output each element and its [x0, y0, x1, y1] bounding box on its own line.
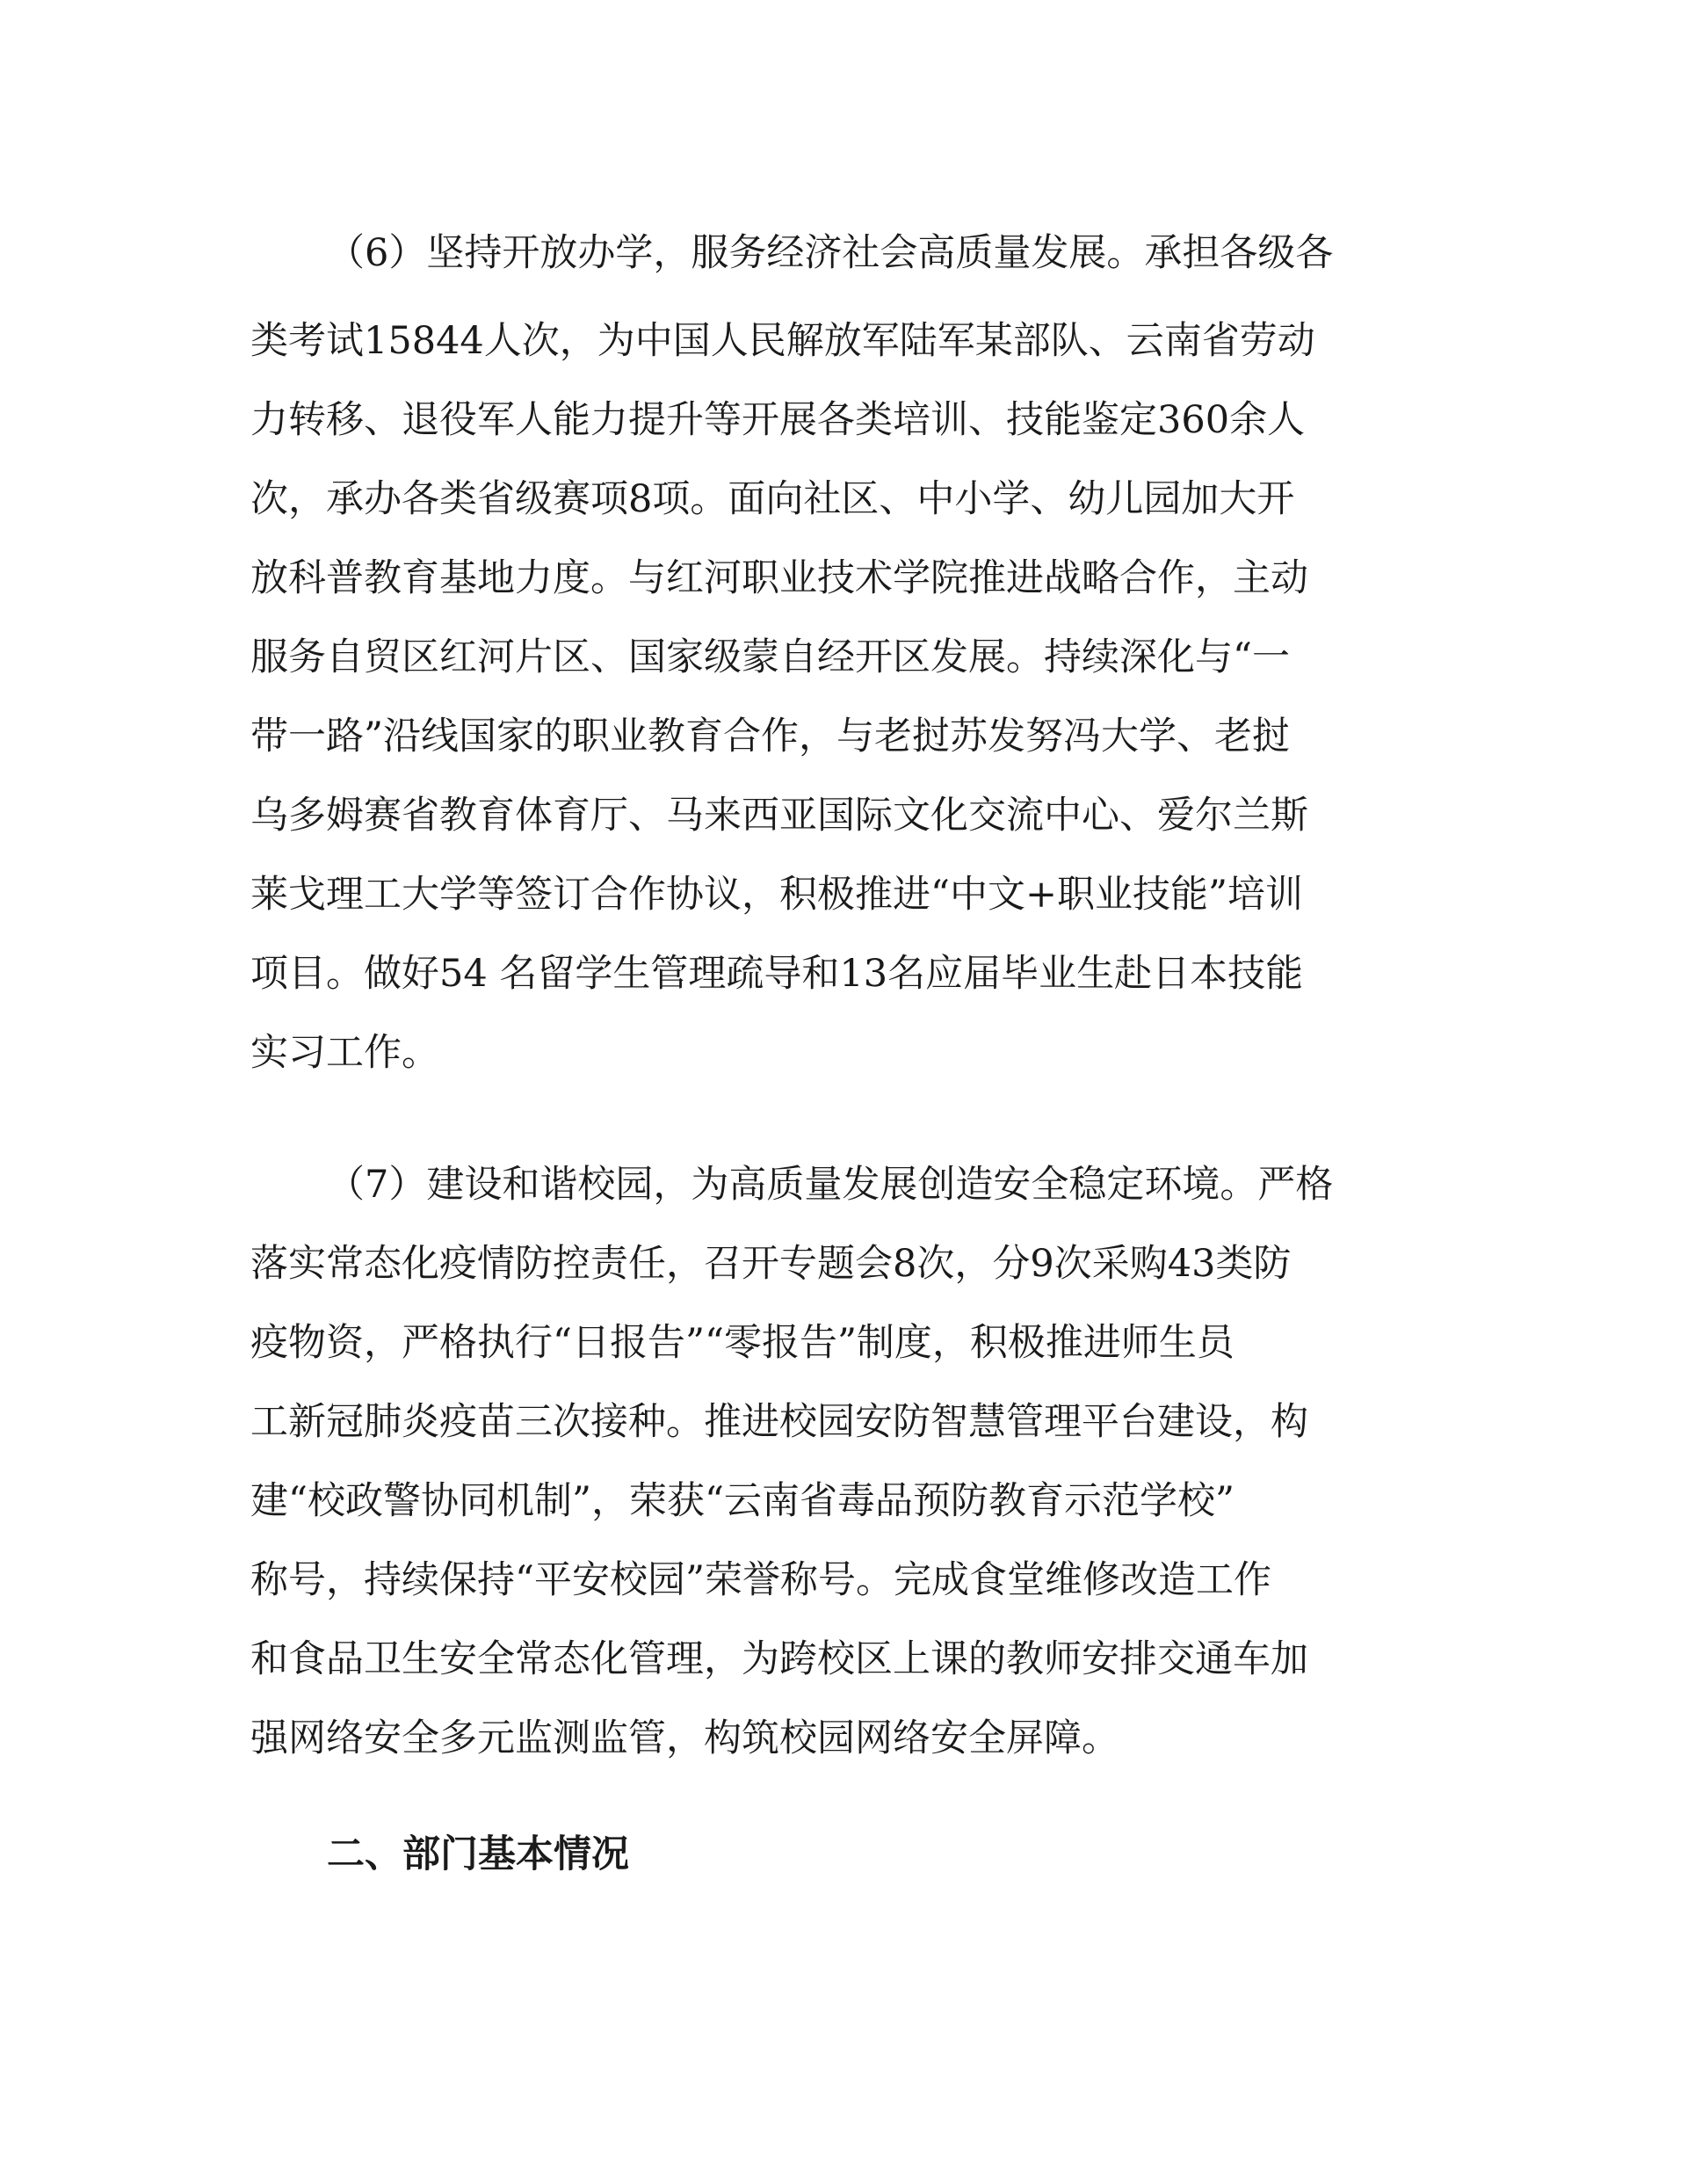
- paragraph-line: 项目。做好54 名留学生管理疏导和13名应届毕业生赴日本技能: [250, 952, 1304, 996]
- paragraph-line: 建“校政警协同机制”，荣获“云南省毒品预防教育示范学校”: [250, 1479, 1234, 1523]
- paragraph-line: 次，承办各类省级赛项8项。面向社区、中小学、幼儿园加大开: [250, 477, 1295, 521]
- paragraph-line: 类考试15844人次，为中国人民解放军陆军某部队、云南省劳动: [250, 319, 1315, 363]
- paragraph-line: 实习工作。: [250, 1031, 439, 1075]
- paragraph-line: （6）坚持开放办学，服务经济社会高质量发展。承担各级各: [327, 231, 1334, 275]
- paragraph-line: 工新冠肺炎疫苗三次接种。推进校园安防智慧管理平台建设，构: [250, 1400, 1308, 1444]
- paragraph-line: 放科普教育基地力度。与红河职业技术学院推进战略合作，主动: [250, 556, 1308, 600]
- paragraph-line: 称号，持续保持“平安校园”荣誉称号。完成食堂维修改造工作: [250, 1558, 1271, 1602]
- paragraph-line: 强网络安全多元监测监管，构筑校园网络安全屏障。: [250, 1716, 1119, 1760]
- paragraph-line: 力转移、退役军人能力提升等开展各类培训、技能鉴定360余人: [250, 398, 1306, 442]
- paragraph-line: （7）建设和谐校园，为高质量发展创造安全稳定环境。严格: [327, 1163, 1334, 1207]
- paragraph-line: 带一路”沿线国家的职业教育合作，与老挝苏发努冯大学、老挝: [250, 715, 1290, 758]
- section-heading: 二、部门基本情况: [327, 1832, 629, 1876]
- paragraph-line: 和食品卫生安全常态化管理，为跨校区上课的教师安排交通车加: [250, 1637, 1308, 1681]
- paragraph-line: 落实常态化疫情防控责任，召开专题会8次，分9次采购43类防: [250, 1242, 1292, 1286]
- paragraph-line: 服务自贸区红河片区、国家级蒙自经开区发展。持续深化与“一: [250, 635, 1290, 679]
- paragraph-line: 乌多姆赛省教育体育厅、马来西亚国际文化交流中心、爱尔兰斯: [250, 794, 1308, 838]
- paragraph-line: 莱戈理工大学等签订合作协议，积极推进“中文+职业技能”培训: [250, 873, 1303, 917]
- paragraph-line: 疫物资，严格执行“日报告”“零报告”制度，积极推进师生员: [250, 1321, 1234, 1365]
